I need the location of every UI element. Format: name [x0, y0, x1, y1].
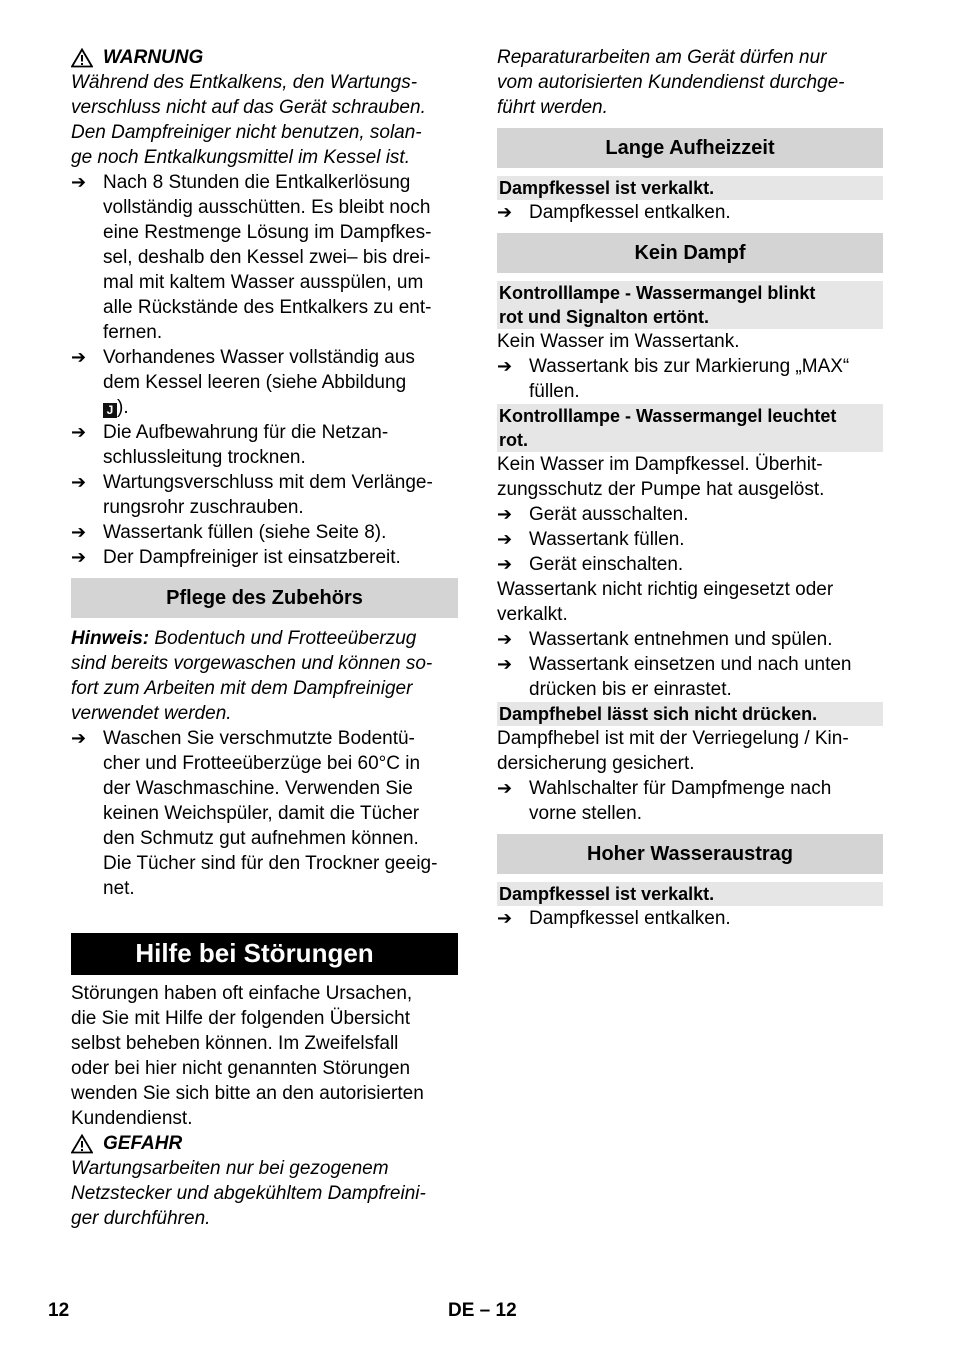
warning-title: WARNUNG: [103, 47, 204, 68]
bullet-line: Wassertank füllen (siehe Seite 8).: [103, 522, 387, 543]
bullet-line: rungsrohr zuschrauben.: [103, 497, 304, 518]
bullet-line: Waschen Sie verschmutzte Bodentü-: [103, 728, 415, 749]
bullet-text: [103, 345, 458, 420]
bullet-text: [103, 170, 458, 345]
arrow-icon: ➔: [497, 629, 513, 649]
hinweis-line: sind bereits vorgewaschen und können so-: [71, 653, 433, 674]
bullet-line: Die Tücher sind für den Trockner geeig-: [103, 853, 438, 874]
warning-header: [71, 45, 458, 70]
bullet-line: vorne stellen.: [529, 803, 643, 824]
danger-line: ger durchführen.: [71, 1208, 211, 1229]
bullet-item: [497, 200, 883, 225]
warning-line: verschluss nicht auf das Gerät schrauben.: [71, 97, 426, 118]
cause-text: [497, 726, 883, 776]
arrow-icon: ➔: [71, 728, 87, 748]
bullet-item: [497, 627, 883, 652]
warning-line: Während des Entkalkens, den Wartungs-: [71, 72, 418, 93]
problem-header: [497, 281, 883, 329]
arrow-icon: ➔: [497, 654, 513, 674]
page-label: DE – 12: [448, 1300, 517, 1321]
bullet-line: Die Aufbewahrung für die Netzan-: [103, 422, 389, 443]
bullet-item: [497, 354, 883, 404]
bullet-text: [103, 420, 458, 470]
cause-line: zungsschutz der Pumpe hat ausgelöst.: [497, 479, 825, 500]
bullet-line: Vorhandenes Wasser vollständig aus: [103, 347, 415, 368]
bullet-text: [529, 527, 883, 552]
arrow-icon: ➔: [71, 422, 87, 442]
intro-line: Kundendienst.: [71, 1108, 193, 1129]
intro-line: die Sie mit Hilfe der folgenden Übersicht: [71, 1008, 411, 1029]
danger-title: GEFAHR: [103, 1133, 183, 1154]
bullet-line: Wassertank einsetzen und nach unten: [529, 654, 852, 675]
arrow-icon: ➔: [71, 172, 87, 192]
bullet-line: cher und Frotteeüberzüge bei 60°C in: [103, 753, 421, 774]
bullet-item: [71, 520, 458, 545]
bullet-line: Gerät ausschalten.: [529, 504, 689, 525]
bullet-line: schlussleitung trocknen.: [103, 447, 306, 468]
problem-header: [497, 702, 883, 726]
warning-line: ge noch Entkalkungsmittel im Kessel ist.: [71, 147, 410, 168]
arrow-icon: ➔: [497, 778, 513, 798]
bullet-text: [529, 652, 883, 702]
problem-title-line: Kontrolllampe - Wassermangel blinkt: [499, 283, 816, 303]
problem-title-line: Dampfkessel ist verkalkt.: [499, 178, 715, 198]
problem-header: [497, 176, 883, 200]
bullet-line: Der Dampfreiniger ist einsatzbereit.: [103, 547, 401, 568]
bullet-line: keinen Weichspüler, damit die Tücher: [103, 803, 420, 824]
arrow-icon: ➔: [71, 547, 87, 567]
cause-line: dersicherung gesichert.: [497, 753, 695, 774]
bullet-line: der Waschmaschine. Verwenden Sie: [103, 778, 413, 799]
section-header: Kein Dampf: [497, 233, 883, 273]
bullet-line: net.: [103, 878, 135, 899]
cause-text: [497, 577, 883, 627]
bullet-line: drücken bis er einrastet.: [529, 679, 732, 700]
arrow-icon: ➔: [497, 908, 513, 928]
bullet-item: [71, 545, 458, 570]
bullet-item: [497, 552, 883, 577]
problem-title-line: rot und Signalton ertönt.: [499, 307, 709, 327]
bullet-line: den Schmutz gut aufnehmen können.: [103, 828, 419, 849]
arrow-icon: ➔: [71, 522, 87, 542]
arrow-icon: ➔: [71, 347, 87, 367]
bullet-line: Wassertank entnehmen und spülen.: [529, 629, 833, 650]
bullet-item: [497, 776, 883, 826]
section-header: Lange Aufheizzeit: [497, 128, 883, 168]
cause-text: [497, 452, 883, 502]
bullet-item: [71, 726, 458, 901]
bullet-text: [103, 520, 458, 545]
intro-text: [71, 981, 458, 1131]
bullet-line: Gerät einschalten.: [529, 554, 684, 575]
bullet-line: vollständig ausschütten. Es bleibt noch: [103, 197, 431, 218]
bullet-item: [71, 345, 458, 420]
intro-line: selbst beheben können. Im Zweifelsfall: [71, 1033, 399, 1054]
bullet-text: [529, 200, 883, 225]
danger-header: [71, 1131, 458, 1156]
cause-text: [497, 329, 883, 354]
arrow-icon: ➔: [497, 356, 513, 376]
arrow-icon: ➔: [497, 504, 513, 524]
bullet-text: [103, 545, 458, 570]
figure-reference-line: [103, 395, 458, 420]
bullet-line: füllen.: [529, 381, 580, 402]
figure-ref-suffix: ).: [117, 397, 129, 418]
bullet-text: [529, 776, 883, 826]
danger-line: Netzstecker und abgekühltem Dampfreini-: [71, 1183, 426, 1204]
bullet-text: [529, 627, 883, 652]
cause-line: Wassertank nicht richtig eingesetzt oder: [497, 579, 834, 600]
section-header-pflege: Pflege des Zubehörs: [71, 578, 458, 618]
bullet-text: [103, 726, 458, 901]
bullet-text: [103, 470, 458, 520]
bullet-item: [497, 652, 883, 702]
arrow-icon: ➔: [71, 472, 87, 492]
bullet-line: Wassertank füllen.: [529, 529, 685, 550]
arrow-icon: ➔: [497, 529, 513, 549]
problem-header: [497, 404, 883, 452]
bullet-text: [529, 552, 883, 577]
repair-note: [497, 45, 883, 120]
bullet-text: [529, 906, 883, 931]
bullet-text: [529, 354, 883, 404]
bullet-line: Dampfkessel entkalken.: [529, 908, 731, 929]
arrow-icon: ➔: [497, 554, 513, 574]
arrow-icon: ➔: [497, 202, 513, 222]
repair-line: vom autorisierten Kundendienst durchge-: [497, 72, 845, 93]
danger-text: [71, 1156, 458, 1231]
intro-line: Störungen haben oft einfache Ursachen,: [71, 983, 413, 1004]
warning-text: [71, 70, 458, 170]
bullet-item: [497, 906, 883, 931]
repair-line: führt werden.: [497, 97, 608, 118]
problem-title-line: Kontrolllampe - Wassermangel leuchtet: [499, 406, 837, 426]
problem-title-line: rot.: [499, 430, 528, 450]
cause-line: Kein Wasser im Wassertank.: [497, 331, 740, 352]
hinweis-line: fort zum Arbeiten mit dem Dampfreiniger: [71, 678, 413, 699]
problem-title-line: Dampfkessel ist verkalkt.: [499, 884, 715, 904]
page-number: 12: [48, 1300, 70, 1321]
right-column: [497, 45, 883, 931]
bullet-item: [71, 170, 458, 345]
bullet-line: alle Rückstände des Entkalkers zu ent-: [103, 297, 432, 318]
hinweis-label: Hinweis:: [71, 628, 150, 649]
problem-header: [497, 882, 883, 906]
hinweis-line: verwendet werden.: [71, 703, 232, 724]
figure-ref-icon: J: [103, 403, 117, 418]
danger-line: Wartungsarbeiten nur bei gezogenem: [71, 1158, 389, 1179]
cause-line: Dampfhebel ist mit der Verriegelung / Kin-: [497, 728, 849, 749]
intro-line: wenden Sie sich bitte an den autorisierten: [71, 1083, 424, 1104]
bullet-line: Wartungsverschluss mit dem Verlänge-: [103, 472, 433, 493]
bullet-line: Wassertank bis zur Markierung „MAX“: [529, 356, 850, 377]
hinweis-text: Bodentuch und Frotteeüberzug: [149, 628, 417, 649]
bullet-line: fernen.: [103, 322, 163, 343]
bullet-item: [497, 502, 883, 527]
chapter-title: Hilfe bei Störungen: [71, 933, 458, 975]
repair-line: Reparaturarbeiten am Gerät dürfen nur: [497, 47, 827, 68]
care-steps: [71, 726, 458, 901]
hinweis-note: [71, 626, 458, 726]
warning-line: Den Dampfreiniger nicht benutzen, solan-: [71, 122, 422, 143]
section-header: Hoher Wasseraustrag: [497, 834, 883, 874]
problem-title-line: Dampfhebel lässt sich nicht drücken.: [499, 704, 818, 724]
bullet-text: [529, 502, 883, 527]
bullet-line: eine Restmenge Lösung im Dampfkes-: [103, 222, 432, 243]
bullet-line: Dampfkessel entkalken.: [529, 202, 731, 223]
bullet-item: [497, 527, 883, 552]
bullet-line: sel, deshalb den Kessel zwei– bis drei-: [103, 247, 431, 268]
cause-line: Kein Wasser im Dampfkessel. Überhit-: [497, 454, 823, 475]
cause-line: verkalkt.: [497, 604, 568, 625]
left-column: [71, 45, 458, 1231]
bullet-item: [71, 470, 458, 520]
decalcify-steps: [71, 170, 458, 570]
warning-triangle-icon: [71, 1134, 93, 1154]
bullet-line: Nach 8 Stunden die Entkalkerlösung: [103, 172, 411, 193]
warning-triangle-icon: [71, 48, 93, 68]
hinweis-line: [71, 626, 458, 651]
bullet-line: Wahlschalter für Dampfmenge nach: [529, 778, 832, 799]
bullet-item: [71, 420, 458, 470]
troubleshooting-list: [497, 128, 883, 931]
bullet-line: dem Kessel leeren (siehe Abbildung: [103, 372, 407, 393]
intro-line: oder bei hier nicht genannten Störungen: [71, 1058, 411, 1079]
bullet-line: mal mit kaltem Wasser ausspülen, um: [103, 272, 424, 293]
